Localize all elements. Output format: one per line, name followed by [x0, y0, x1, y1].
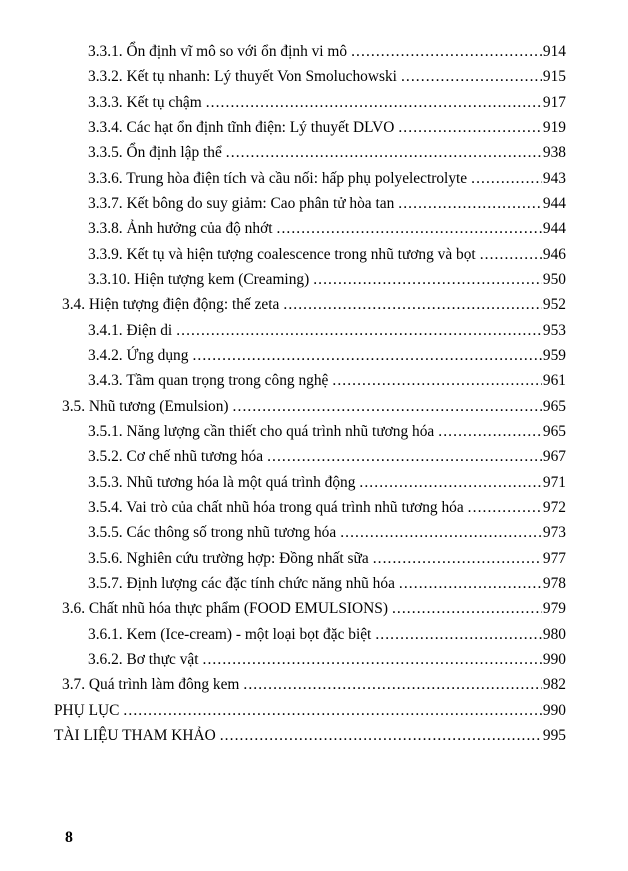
toc-entry-title: 3.3.3. Kết tụ chậm [88, 93, 202, 111]
toc-entry-title: 3.5.4. Vai trò của chất nhũ hóa trong quá trình nhũ tương hóa [88, 498, 464, 516]
toc-entry-page-number: 990 [542, 650, 566, 668]
toc-entry-title: 3.7. Quá trình làm đông kem [62, 676, 240, 694]
toc-entry-title: 3.3.6. Trung hòa điện tích và cầu nối: hấp phụ polyelectrolyte [88, 169, 468, 187]
toc-entry-row [0, 444, 566, 469]
toc-entry-page-number: 965 [542, 397, 566, 415]
toc-dot-leader [233, 394, 542, 419]
toc-entry-title: PHỤ LỤC [54, 701, 120, 719]
toc-dot-leader [392, 596, 542, 621]
toc-entry-row [0, 140, 566, 165]
toc-entry-row [0, 698, 566, 723]
toc-entry-title: 3.3.4. Các hạt ổn định tĩnh điện: Lý thuyết DLVO [88, 118, 395, 136]
toc-entry-row [0, 115, 566, 140]
toc-entry-page-number: 995 [542, 726, 566, 744]
toc-dot-leader [243, 672, 542, 697]
toc-entry-title: 3.3.5. Ổn định lập thể [88, 144, 222, 162]
toc-dot-leader [468, 495, 542, 520]
toc-entry-row [0, 596, 566, 621]
toc-dot-leader [351, 39, 542, 64]
toc-entry-title: 3.3.10. Hiện tượng kem (Creaming) [88, 270, 310, 288]
toc-entry-row [0, 622, 566, 647]
toc-entry-title: TÀI LIỆU THAM KHẢO [54, 726, 216, 744]
toc-entry-page-number: 952 [542, 296, 566, 314]
toc-entry-page-number: 959 [542, 346, 566, 364]
toc-entry-page-number: 950 [542, 270, 566, 288]
toc-entry-page-number: 971 [542, 473, 566, 491]
toc-entry-title: 3.6.2. Bơ thực vật [88, 650, 199, 668]
toc-entry-row [0, 723, 566, 748]
toc-entry-title: 3.5.3. Nhũ tương hóa là một quá trình động [88, 473, 356, 491]
toc-entry-row [0, 520, 566, 545]
toc-entry-row [0, 495, 566, 520]
table-of-contents [0, 39, 566, 748]
toc-dot-leader [398, 115, 542, 140]
toc-entry-row [0, 394, 566, 419]
toc-dot-leader [471, 166, 542, 191]
toc-entry-title: 3.3.8. Ảnh hưởng của độ nhớt [88, 220, 273, 238]
footer-page-number: 8 [65, 829, 73, 846]
toc-entry-title: 3.6. Chất nhũ hóa thực phẩm (FOOD EMULSIONS) [62, 600, 388, 618]
toc-entry-title: 3.3.9. Kết tụ và hiện tượng coalescence trong nhũ tương và bọt [88, 245, 476, 263]
toc-dot-leader [359, 470, 542, 495]
toc-entry-page-number: 938 [542, 144, 566, 162]
toc-entry-page-number: 917 [542, 93, 566, 111]
toc-dot-leader [267, 444, 542, 469]
toc-entry-row [0, 216, 566, 241]
toc-entry-title: 3.4.3. Tầm quan trọng trong công nghệ [88, 372, 329, 390]
toc-entry-title: 3.3.2. Kết tụ nhanh: Lý thuyết Von Smoluchowski [88, 68, 397, 86]
toc-entry-page-number: 990 [542, 701, 566, 719]
toc-dot-leader [401, 64, 542, 89]
toc-entry-page-number: 982 [542, 676, 566, 694]
toc-dot-leader [480, 242, 542, 267]
toc-entry-row [0, 647, 566, 672]
toc-dot-leader [375, 622, 542, 647]
toc-dot-leader [192, 343, 541, 368]
toc-dot-leader [373, 546, 542, 571]
toc-dot-leader [283, 292, 542, 317]
toc-dot-leader [438, 419, 542, 444]
toc-entry-row [0, 343, 566, 368]
toc-entry-row [0, 292, 566, 317]
toc-entry-page-number: 972 [542, 498, 566, 516]
toc-entry-row [0, 166, 566, 191]
toc-dot-leader [332, 368, 542, 393]
toc-entry-row [0, 39, 566, 64]
toc-entry-page-number: 915 [542, 68, 566, 86]
toc-dot-leader [277, 216, 542, 241]
toc-dot-leader [313, 267, 542, 292]
toc-entry-row [0, 368, 566, 393]
toc-dot-leader [399, 571, 542, 596]
toc-entry-row [0, 318, 566, 343]
toc-entry-title: 3.5.1. Năng lượng cần thiết cho quá trình nhũ tương hóa [88, 422, 435, 440]
toc-entry-row [0, 470, 566, 495]
toc-entry-row [0, 191, 566, 216]
toc-entry-row [0, 571, 566, 596]
toc-dot-leader [206, 90, 542, 115]
toc-entry-page-number: 944 [542, 194, 566, 212]
toc-entry-page-number: 953 [542, 321, 566, 339]
toc-dot-leader [340, 520, 542, 545]
toc-entry-title: 3.4.1. Điện di [88, 321, 173, 339]
toc-entry-page-number: 943 [542, 169, 566, 187]
toc-entry-page-number: 919 [542, 118, 566, 136]
toc-entry-page-number: 944 [542, 220, 566, 238]
toc-entry-title: 3.6.1. Kem (Ice-cream) - một loại bọt đặc biệt [88, 625, 372, 643]
toc-entry-title: 3.5.5. Các thông số trong nhũ tương hóa [88, 524, 337, 542]
toc-dot-leader [220, 723, 542, 748]
toc-entry-page-number: 980 [542, 625, 566, 643]
toc-entry-title: 3.5.2. Cơ chế nhũ tương hóa [88, 448, 264, 466]
toc-entry-title: 3.5.7. Định lượng các đặc tính chức năng nhũ hóa [88, 574, 395, 592]
toc-dot-leader [398, 191, 542, 216]
toc-entry-row [0, 64, 566, 89]
toc-entry-page-number: 977 [542, 549, 566, 567]
toc-entry-row [0, 90, 566, 115]
toc-entry-title: 3.3.7. Kết bông do suy giảm: Cao phân tử hòa tan [88, 194, 395, 212]
toc-dot-leader [203, 647, 542, 672]
toc-entry-title: 3.3.1. Ổn định vĩ mô so với ổn định vi mô [88, 43, 348, 60]
toc-entry-page-number: 965 [542, 422, 566, 440]
toc-entry-page-number: 973 [542, 524, 566, 542]
toc-entry-page-number: 967 [542, 448, 566, 466]
toc-dot-leader [123, 698, 541, 723]
toc-entry-page-number: 961 [542, 372, 566, 390]
toc-entry-page-number: 914 [542, 43, 566, 60]
toc-dot-leader [176, 318, 542, 343]
toc-entry-page-number: 979 [542, 600, 566, 618]
toc-entry-title: 3.5. Nhũ tương (Emulsion) [62, 397, 229, 415]
toc-entry-row [0, 546, 566, 571]
toc-entry-title: 3.4. Hiện tượng điện động: thế zeta [62, 296, 280, 314]
toc-entry-title: 3.5.6. Nghiên cứu trường hợp: Đồng nhất sữa [88, 549, 369, 567]
toc-dot-leader [226, 140, 542, 165]
toc-entry-row [0, 672, 566, 697]
toc-entry-title: 3.4.2. Ứng dụng [88, 346, 189, 364]
toc-entry-page-number: 946 [542, 245, 566, 263]
toc-entry-row [0, 419, 566, 444]
toc-entry-page-number: 978 [542, 574, 566, 592]
toc-entry-row [0, 242, 566, 267]
toc-entry-row [0, 267, 566, 292]
